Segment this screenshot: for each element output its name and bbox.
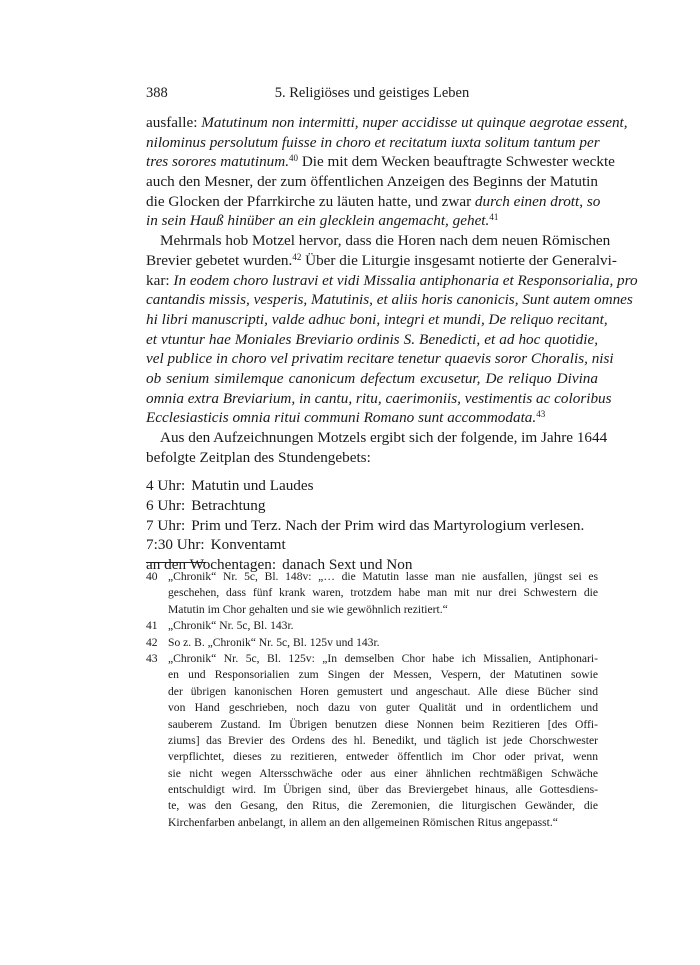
schedule-item: an den Wochentagen: danach Sext und Non: [146, 556, 413, 574]
footnote-line: en und Responsorialien zum Singen der Messen, Vespern, der Matutinen sowie: [168, 668, 598, 682]
footnote: [146, 569, 598, 618]
schedule-item: 6 Uhr: Betrachtung: [146, 497, 266, 515]
footnote-line: ziums] das Brevier des Ordens des hl. Benedikt, und täglich ist jede Chorschwester: [168, 733, 598, 747]
paragraph: [146, 113, 628, 231]
text-line: omnia extra Breviarium, in cantu, ritu, caerimoniis, vestimentis ac coloribus: [146, 389, 612, 407]
footnote: [146, 651, 598, 831]
footnote-line: sauberem Zustand. Im Übrigen benutzen diese Nonnen beim Rezitieren [des Offi-: [168, 717, 598, 731]
footnote-ref: 43: [536, 409, 546, 420]
schedule-item: 4 Uhr: Matutin und Laudes: [146, 477, 314, 495]
text-line: Mehrmals hob Motzel hervor, dass die Horen nach dem neuen Römischen: [160, 232, 611, 250]
footnote-ref: 42: [292, 251, 302, 262]
running-head: 5. Religiöses und geistiges Leben: [274, 85, 470, 101]
footnote-line: entschuldigt wird. Im Übrigen sind, über das Breviergebet hinaus, alle Gottesdiens-: [168, 783, 598, 797]
footnote-line: te, was den Gesang, den Ritus, die Zeremonien, die liturgischen Gewänder, die: [168, 799, 598, 813]
footnote-separator: [146, 562, 206, 563]
footnote-line: So z. B. „Chronik“ Nr. 5c, Bl. 125v und 143r.: [168, 635, 380, 649]
text-line: in sein Hauß hinüber an ein glecklein angemacht, gehet.$^{41}$: [146, 212, 499, 230]
text-line: Aus den Aufzeichnungen Motzels ergibt sich der folgende, im Jahre 1644: [160, 429, 608, 446]
text-line: hi libri manuscripti, valde adhuc boni, integri et mundi, De reliquo recitant,: [146, 310, 608, 328]
footnote-line: „Chronik“ Nr. 5c, Bl. 125v: „In demselben Chor habe ich Missalien, Antiphonari-: [168, 651, 598, 665]
footnote-line: Kirchenfarben anbelangt, in allem an den allgemeinen Römischen Ritus angepasst.“: [168, 815, 558, 829]
footnote-line: geschehen, dass fünf krank waren, trotzdem habe man mit nur drei Schwestern die: [168, 586, 598, 600]
text-line: befolgte Zeitplan des Stundengebets:: [146, 448, 371, 466]
paragraph: [146, 428, 608, 467]
text-line: Ecclesiasticis omnia ritui communi Romano sunt accommodata.$^{43}$: [146, 409, 546, 427]
body-text: [146, 113, 638, 575]
text-line: ausfalle: Matutinum non intermitti, nuper accidisse ut quinque aegrotae essent,: [146, 114, 628, 131]
schedule-item: 7 Uhr: Prim und Terz. Nach der Prim wird das Martyrologium verlesen.: [146, 516, 585, 534]
paragraph: [146, 231, 638, 428]
text-line: Brevier gebetet wurden.$^{42}$ Über die Liturgie insgesamt notierte der Generalvi-: [146, 251, 617, 269]
text-line: tres sorores matutinum.$^{40}$ Die mit dem Wecken beauftragte Schwester weckte: [146, 153, 615, 171]
page-number: 388: [146, 85, 168, 101]
footnote-line: Matutin im Chor gehalten und sie wie gewöhnlich rezitiert.“: [168, 602, 448, 616]
footnote-line: sie nicht wegen Altersschwäche oder aus einer ähnlichen rechtmäßigen Schwäche: [168, 766, 598, 780]
schedule-list: [146, 476, 598, 574]
text-line: nilominus persolutum fuisse in choro et recitatum iuxta solitum tantum per: [146, 133, 600, 151]
footnote-ref: 41: [489, 212, 499, 223]
footnote-line: „Chronik“ Nr. 5c, Bl. 148v: „… die Matutin lasse man nie ausfallen, jüngst sei es: [168, 570, 598, 583]
text-line: cantandis missis, vesperis, Matutinis, et aliis horis canonicis, Sunt autem omnes: [146, 291, 633, 309]
footnotes: [146, 569, 598, 831]
footnote: [146, 635, 598, 651]
text-line: die Glocken der Pfarrkirche zu läuten hatte, und zwar durch einen drott, so: [146, 192, 601, 210]
footnote-line: verpflichtet, dieses zu rezitieren, entweder öffentlich im Chor oder privat, wenn: [168, 750, 598, 764]
page-header: [146, 85, 598, 105]
text-line: auch den Mesner, der zum öffentlichen Anzeigen des Beginns der Matutin: [146, 173, 598, 191]
footnote-number: 40: [146, 570, 158, 583]
footnote-line: „Chronik“ Nr. 5c, Bl. 143r.: [168, 619, 294, 633]
text-line: vel publice in choro vel privatim recitare tenetur quaevis soror Choralis, nisi: [146, 350, 614, 368]
footnote-number: 42: [146, 635, 158, 649]
footnote-number: 43: [146, 651, 158, 665]
footnote-ref: 40: [289, 153, 299, 164]
schedule-item: 7:30 Uhr: Konventamt: [146, 536, 286, 554]
footnote: [146, 618, 598, 634]
footnote-number: 41: [146, 619, 158, 633]
text-line: et vtuntur hae Moniales Breviario ordinis S. Benedicti, et ad hoc quotidie,: [146, 330, 598, 348]
text-line: kar: In eodem choro lustravi et vidi Missalia antiphonaria et Responsorialia, pro: [146, 271, 638, 289]
footnote-line: der übrigen kanonischen Horen gemustert und angeschaut. Alle diese Bücher sind: [168, 684, 598, 698]
text-line: ob senium similemque canonicum defectum excusetur, De reliquo Divina: [146, 369, 598, 387]
footnote-line: von Hand geschrieben, noch dazu von guter Qualität und in ordentlichem und: [168, 701, 598, 715]
